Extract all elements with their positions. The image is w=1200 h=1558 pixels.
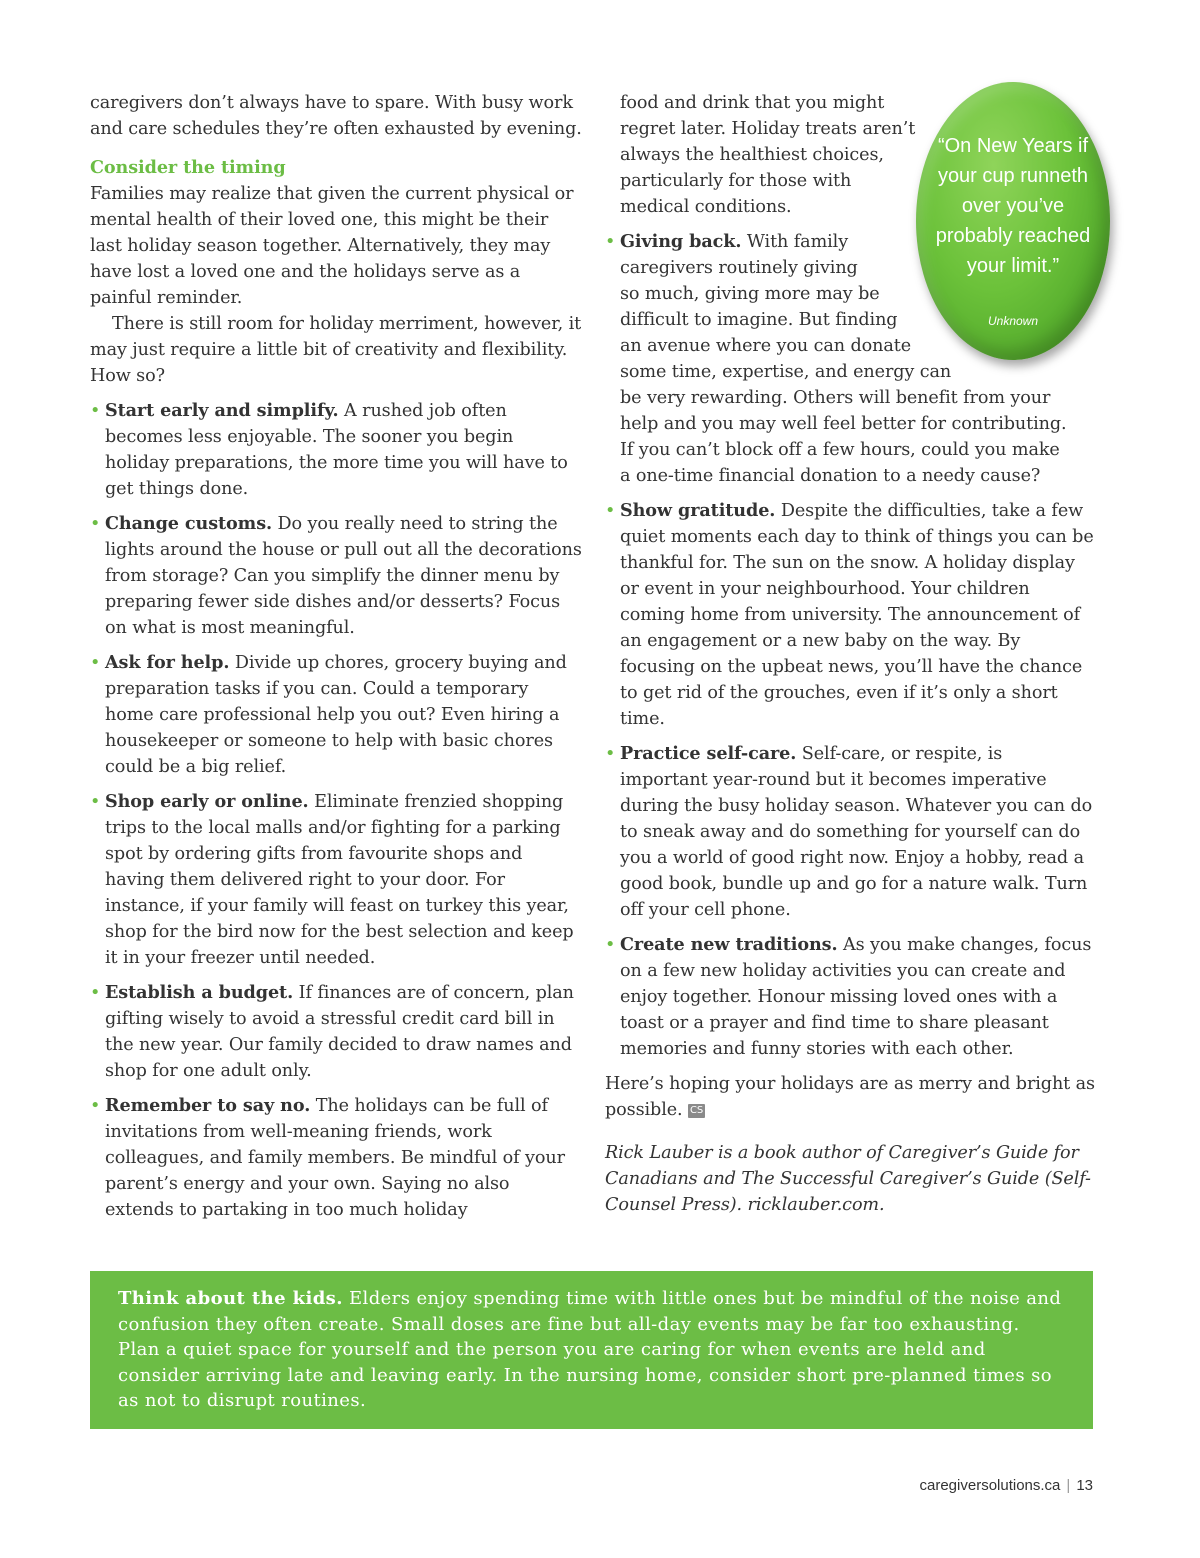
- tip-bullet: [90, 789, 582, 971]
- text-line: help and you may well feel better for contributing.: [620, 414, 1067, 434]
- text-line: always the healthiest choices,: [620, 145, 884, 165]
- tip-text: If finances are of concern, plan gifting wisely to avoid a stressful credit card bill in the new year. Our family decided to draw names and shop for one adult only.: [105, 983, 574, 1081]
- callout-title: Think about the kids.: [118, 1288, 343, 1309]
- footer-separator: |: [1066, 1477, 1071, 1494]
- callout-text: Elders enjoy spending time with little ones but be mindful of the noise and confusion they often create. Small doses are fine but all-day events may be far too exhausting. Plan a quiet space for yourself and the person you are caring for when events are held and consider arriving late and leaving early. In the nursing home, consider short pre-planned times so as not to disrupt routines.: [118, 1288, 1062, 1411]
- tip-title: Create new traditions.: [620, 934, 838, 955]
- tip-title: Ask for help.: [105, 652, 230, 673]
- text-line: so much, giving more may be: [620, 284, 880, 304]
- pull-quote: “On New Years if your cup runneth over you’ve probably reached your limit.”: [935, 135, 1091, 277]
- tip-text: As you make changes, focus on a few new holiday activities you can create and enjoy together. Honour missing loved ones with a toast or a prayer and find time to share pleasant memories and funny stories with each other.: [620, 935, 1092, 1059]
- tip-text: Do you really need to string the lights around the house or pull out all the decorations from storage? Can you simplify the dinner menu by preparing fewer side dishes and/or desserts? Focus on what is most meaningful.: [105, 514, 582, 638]
- tip-bullet: [605, 932, 1095, 1062]
- quote-bubble: [916, 82, 1110, 360]
- closing-paragraph: [605, 1071, 1095, 1123]
- section-heading: Consider the timing: [90, 157, 286, 178]
- text-line: If you can’t block off a few hours, could you make: [620, 440, 1060, 460]
- tip-bullet: [605, 498, 1095, 732]
- tip-text: Despite the difficulties, take a few quiet moments each day to think of things you can be thankful for. The sun on the snow. A holiday display or event in your neighbourhood. Your children coming home from university. The announcement of an engagement or a new baby on the way. By focusing on the upbeat news, you’ll have the chance to get rid of the grouches, even if it’s only a short time.: [620, 501, 1094, 729]
- tip-title: Practice self-care.: [620, 743, 797, 764]
- quote-attribution: Unknown: [987, 314, 1039, 328]
- tip-bullet: [605, 741, 1095, 923]
- text-line: food and drink that you might: [620, 93, 885, 113]
- page-footer: [920, 1477, 1094, 1494]
- text-line: medical conditions.: [620, 197, 792, 217]
- text-line: a one-time financial donation to a needy cause?: [620, 466, 1041, 486]
- tip-callout-box: [90, 1271, 1093, 1429]
- text-line: caregivers routinely giving: [620, 258, 858, 278]
- tip-text: Self-care, or respite, is important year-round but it becomes imperative during the busy holiday season. Whatever you can do to sneak away and do something for yourself can do you a world of good right now. Enjoy a hobby, read a good book, bundle up and go for a nature walk. Turn off your cell phone.: [620, 744, 1093, 920]
- intro-paragraph: caregivers don’t always have to spare. With busy work and care schedules they’re often exhausted by evening.: [90, 93, 582, 139]
- tip-text: A rushed job often becomes less enjoyable. The sooner you begin holiday preparations, the more time you will have to get things done.: [105, 401, 568, 499]
- tip-title: Show gratitude.: [620, 500, 776, 521]
- text-line: some time, expertise, and energy can: [620, 362, 952, 382]
- tip-bullet: [90, 511, 582, 641]
- tip-bullet: [90, 650, 582, 780]
- text-line: difficult to imagine. But finding: [620, 310, 898, 330]
- tip-text: The holidays can be full of invitations from well-meaning friends, work colleagues, and family members. Be mindful of your parent’s energy and your own. Saying no also extends to partaking in too much holiday: [105, 1096, 565, 1220]
- tip-bullet: [90, 398, 582, 502]
- text-line: be very rewarding. Others will benefit from your: [620, 388, 1051, 408]
- tip-title: Giving back.: [620, 231, 742, 252]
- text-line: an avenue where you can donate: [620, 336, 912, 356]
- tip-text: Divide up chores, grocery buying and preparation tasks if you can. Could a temporary home care professional help you out? Even hiring a housekeeper or someone to help with basic chores could be a big relief.: [105, 653, 567, 777]
- tip-bullet: [90, 1093, 582, 1223]
- body-paragraph: Families may realize that given the current physical or mental health of their loved one, this might be their last holiday season together. Alternatively, they may have lost a loved one and the holidays serve as a painful reminder.: [90, 184, 574, 308]
- closing-text: Here’s hoping your holidays are as merry and bright as possible.: [605, 1074, 1095, 1120]
- body-paragraph: There is still room for holiday merriment, however, it may just require a little bit of creativity and flexibility. How so?: [90, 314, 582, 386]
- tip-title: Remember to say no.: [105, 1095, 311, 1116]
- text-line: regret later. Holiday treats aren’t: [620, 119, 916, 139]
- tip-bullet: [90, 980, 582, 1084]
- tip-text: Eliminate frenzied shopping trips to the local malls and/or fighting for a parking spot by ordering gifts from favourite shops and having them delivered right to your door. For instance, if your family will feast on turkey this year, shop for the bird now for the best selection and keep it in your freezer until needed.: [105, 792, 574, 968]
- author-byline: Rick Lauber is a book author of Caregiver’s Guide for Canadians and The Successful Caregiver’s Guide (Self-Counsel Press). ricklauber.com.: [605, 1143, 1091, 1215]
- tip-title: Start early and simplify.: [105, 400, 339, 421]
- tip-title: Establish a budget.: [105, 982, 294, 1003]
- left-column: [90, 90, 582, 1223]
- end-mark-icon: CS: [690, 1105, 704, 1116]
- tip-title: Change customs.: [105, 513, 273, 534]
- tip-title: Shop early or online.: [105, 791, 309, 812]
- text-line: particularly for those with: [620, 171, 852, 191]
- footer-site: caregiversolutions.ca: [919, 1477, 1061, 1494]
- page-number: 13: [1076, 1477, 1093, 1494]
- tip-text: With family: [741, 232, 849, 252]
